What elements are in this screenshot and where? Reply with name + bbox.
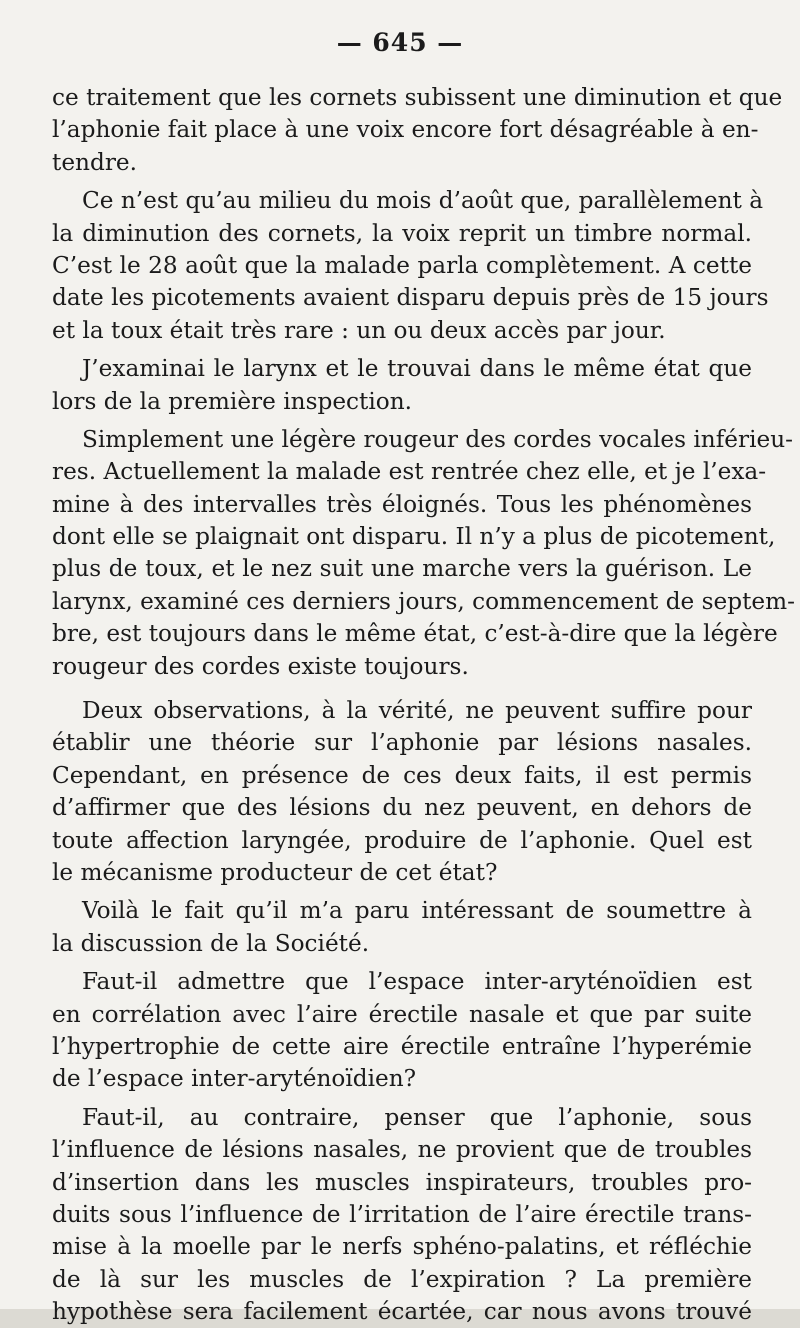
text-line: plus de toux, et le nez suit une marche vers la guérison. Le bbox=[52, 555, 752, 583]
text-line: Deux observations, à la vérité, ne peuvent suffire pour bbox=[82, 697, 752, 725]
text-line: la discussion de la Société. bbox=[52, 929, 370, 957]
text-line: Ce n’est qu’au milieu du mois d’août que, parallèlement à bbox=[82, 187, 764, 215]
paragraph-4 bbox=[52, 424, 795, 683]
text-line: établir une théorie sur l’aphonie par lésions nasales. bbox=[52, 729, 752, 757]
paragraph-5 bbox=[52, 695, 752, 889]
text-line: la diminution des cornets, la voix reprit un timbre normal. bbox=[52, 219, 752, 247]
text-line: le mécanisme producteur de cet état? bbox=[52, 858, 498, 886]
text-line: larynx, examiné ces derniers jours, commencement de septem- bbox=[52, 587, 795, 615]
text-line: date les picotements avaient disparu depuis près de 15 jours bbox=[52, 284, 769, 312]
paragraph-6 bbox=[52, 895, 752, 960]
text-line: Faut-il admettre que l’espace inter-aryténoïdien est bbox=[82, 968, 752, 996]
text-line: ce traitement que les cornets subissent une diminution et que bbox=[52, 84, 783, 111]
text-line: d’affirmer que des lésions du nez peuvent, en dehors de bbox=[52, 794, 752, 822]
text-line: en corrélation avec l’aire érectile nasale et que par suite bbox=[52, 1000, 752, 1028]
text-line: toute affection laryngée, produire de l’aphonie. Quel est bbox=[52, 826, 752, 854]
paragraph-1 bbox=[52, 82, 783, 179]
paragraph-7 bbox=[52, 966, 752, 1096]
text-line: bre, est toujours dans le même état, c’est-à-dire que la légère bbox=[52, 620, 778, 648]
text-line: Cependant, en présence de ces deux faits, il est permis bbox=[52, 761, 752, 789]
text-line: res. Actuellement la malade est rentrée chez elle, et je l’exa- bbox=[52, 458, 767, 486]
text-line: d’insertion dans les muscles inspirateurs, troubles pro- bbox=[52, 1168, 752, 1196]
text-line: l’hypertrophie de cette aire érectile entraîne l’hyperémie bbox=[52, 1032, 752, 1060]
text-line: duits sous l’influence de l’irritation de l’aire érectile trans- bbox=[52, 1200, 752, 1228]
text-line: mise à la moelle par le nerfs sphéno-palatins, et réfléchie bbox=[52, 1233, 752, 1261]
text-line: de là sur les muscles de l’expiration ? La première bbox=[52, 1265, 752, 1293]
text-line: mine à des intervalles très éloignés. Tous les phénomènes bbox=[52, 490, 752, 518]
text-line: rougeur des cordes existe toujours. bbox=[52, 652, 469, 680]
text-line: J’examinai le larynx et le trouvai dans le même état que bbox=[82, 355, 752, 383]
body-text bbox=[52, 82, 795, 1328]
text-line: Faut-il, au contraire, penser que l’aphonie, sous bbox=[82, 1103, 752, 1131]
text-line: tendre. bbox=[52, 148, 137, 176]
text-line: l’influence de lésions nasales, ne provient que de troubles bbox=[52, 1136, 752, 1164]
text-line: lors de la première inspection. bbox=[52, 387, 413, 415]
text-line: l’aphonie fait place à une voix encore fort désagréable à en- bbox=[52, 116, 759, 144]
text-line: hypothèse sera facilement écartée, car nous avons trouvé bbox=[52, 1298, 752, 1326]
text-line: C’est le 28 août que la malade parla complètement. A cette bbox=[52, 251, 752, 279]
page-number: — 645 — bbox=[336, 28, 464, 57]
text-line: Simplement une légère rougeur des cordes vocales inférieu- bbox=[82, 425, 794, 453]
paragraph-8 bbox=[52, 1102, 752, 1328]
paragraph-2 bbox=[52, 185, 769, 347]
text-line: de l’espace inter-aryténoïdien? bbox=[52, 1065, 417, 1093]
paragraph-3 bbox=[52, 353, 752, 418]
text-line: Voilà le fait qu’il m’a paru intéressant de soumettre à bbox=[82, 897, 752, 925]
text-line: et la toux était très rare : un ou deux accès par jour. bbox=[52, 316, 666, 344]
text-line: dont elle se plaignait ont disparu. Il n’y a plus de picotement, bbox=[52, 523, 776, 551]
